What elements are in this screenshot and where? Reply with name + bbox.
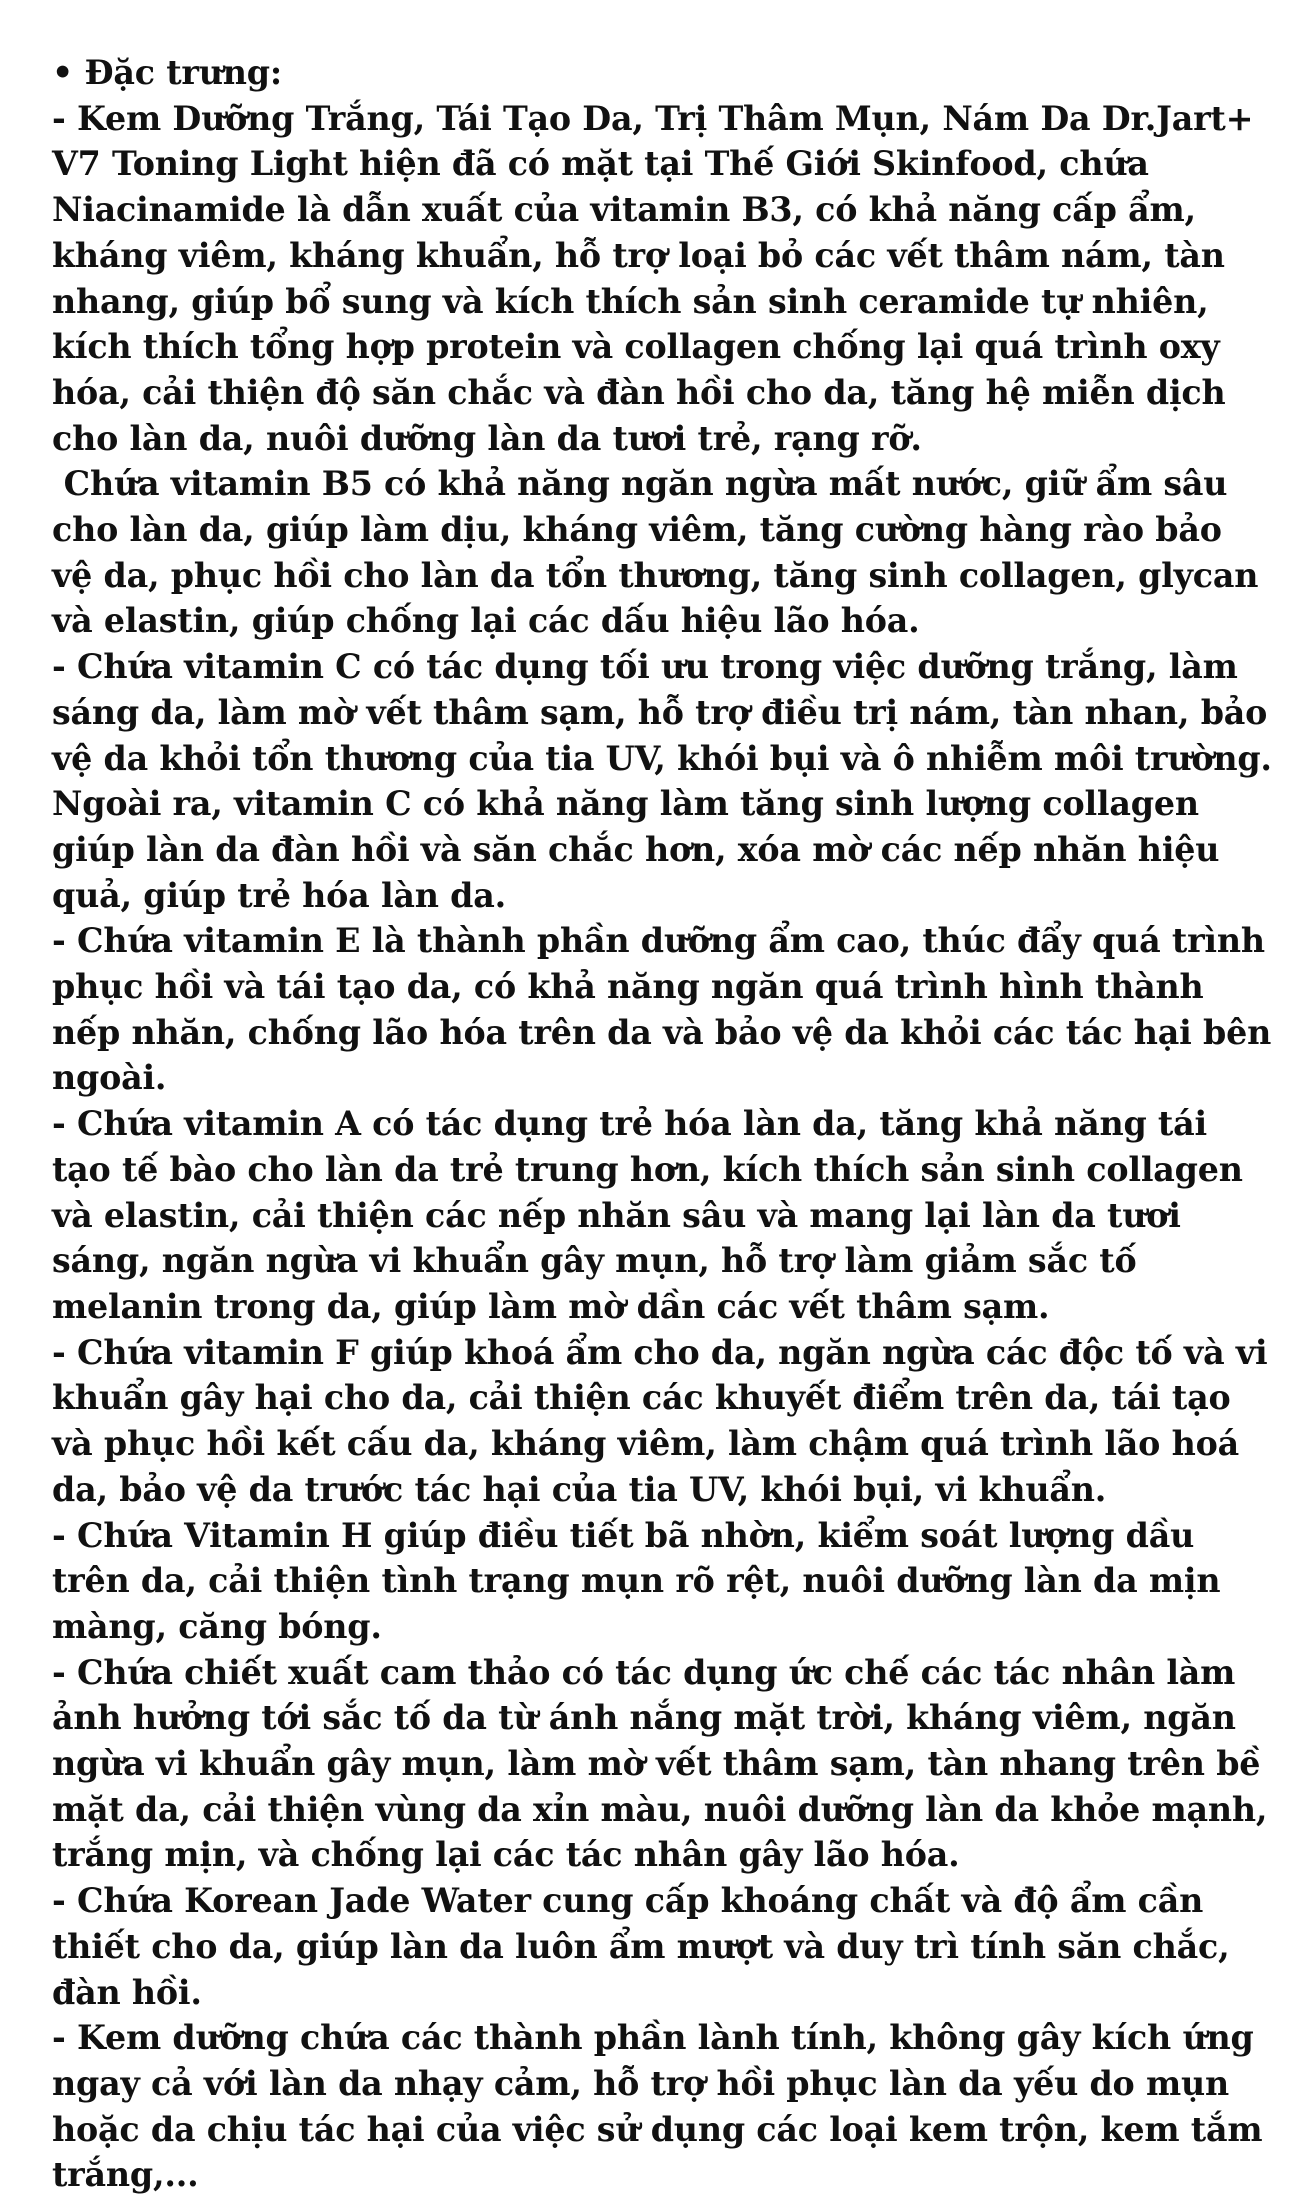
paragraph-licorice-extract: - Chứa chiết xuất cam thảo có tác dụng ức chế các tác nhân làm ảnh hưởng tới sắc tố da từ ánh nắng mặt trời, kháng viêm, ngăn ngừa vi khuẩn gây mụn, làm mờ vết thâm sạm, tàn nhang trên bề mặt da, cải thiện vùng da xỉn màu, nuôi dưỡng làn da khỏe mạnh, trắng mịn, và chống lại các tác nhân gây lão hóa. — [52, 1652, 1279, 1875]
paragraph-gentle-ingredients: - Kem dưỡng chứa các thành phần lành tính, không gây kích ứng ngay cả với làn da nhạy cảm, hỗ trợ hồi phục làn da yếu do mụn hoặc da chịu tác hại của việc sử dụng các loại kem trộn, kem tắm trắng,... — [52, 2018, 1274, 2195]
document-body — [52, 50, 1284, 2198]
paragraph-vitamin-b5: Chứa vitamin B5 có khả năng ngăn ngừa mất nước, giữ ẩm sâu cho làn da, giúp làm dịu, kháng viêm, tăng cường hàng rào bảo vệ da, phục hồi cho làn da tổn thương, tăng sinh collagen, glycan và elastin, giúp chống lại các dấu hiệu lão hóa. — [52, 464, 1270, 641]
paragraph-vitamin-a: - Chứa vitamin A có tác dụng trẻ hóa làn da, tăng khả năng tái tạo tế bào cho làn da trẻ trung hơn, kích thích sản sinh collagen và elastin, cải thiện các nếp nhăn sâu và mang lại làn da tươi sáng, ngăn ngừa vi khuẩn gây mụn, hỗ trợ làm giảm sắc tố melanin trong da, giúp làm mờ dần các vết thâm sạm. — [52, 1104, 1255, 1326]
paragraph-vitamin-e: - Chứa vitamin E là thành phần dưỡng ẩm cao, thúc đẩy quá trình phục hồi và tái tạo da, có khả năng ngăn quá trình hình thành nếp nhăn, chống lão hóa trên da và bảo vệ da khỏi các tác hại bên ngoài. — [52, 921, 1283, 1098]
paragraph-niacinamide: - Kem Dưỡng Trắng, Tái Tạo Da, Trị Thâm Mụn, Nám Da Dr.Jart+ V7 Toning Light hiện đã có mặt tại Thế Giới Skinfood, chứa Niacinamide là dẫn xuất của vitamin B3, có khả năng cấp ẩm, kháng viêm, kháng khuẩn, hỗ trợ loại bỏ các vết thâm nám, tàn nhang, giúp bổ sung và kích thích sản sinh ceramide tự nhiên, kích thích tổng hợp protein và collagen chống lại quá trình oxy hóa, cải thiện độ săn chắc và đàn hồi cho da, tăng hệ miễn dịch cho làn da, nuôi dưỡng làn da tươi trẻ, rạng rỡ. — [52, 98, 1265, 458]
section-heading: • Đặc trưng: — [52, 53, 282, 92]
paragraph-vitamin-c: - Chứa vitamin C có tác dụng tối ưu trong việc dưỡng trắng, làm sáng da, làm mờ vết thâm sạm, hỗ trợ điều trị nám, tàn nhan, bảo vệ da khỏi tổn thương của tia UV, khói bụi và ô nhiễm môi trường. Ngoài ra, vitamin C có khả năng làm tăng sinh lượng collagen giúp làn da đàn hồi và săn chắc hơn, xóa mờ các nếp nhăn hiệu quả, giúp trẻ hóa làn da. — [52, 647, 1284, 915]
paragraph-vitamin-f: - Chứa vitamin F giúp khoá ẩm cho da, ngăn ngừa các độc tố và vi khuẩn gây hại cho da, cải thiện các khuyết điểm trên da, tái tạo và phục hồi kết cấu da, kháng viêm, làm chậm quá trình lão hoá da, bảo vệ da trước tác hại của tia UV, khói bụi, vi khuẩn. — [52, 1332, 1279, 1509]
paragraph-korean-jade-water: - Chứa Korean Jade Water cung cấp khoáng chất và độ ẩm cần thiết cho da, giúp làn da luôn ẩm mượt và duy trì tính săn chắc, đàn hồi. — [52, 1881, 1241, 2012]
paragraph-vitamin-h: - Chứa Vitamin H giúp điều tiết bã nhờn, kiểm soát lượng dầu trên da, cải thiện tình trạng mụn rõ rệt, nuôi dưỡng làn da mịn màng, căng bóng. — [52, 1515, 1232, 1646]
